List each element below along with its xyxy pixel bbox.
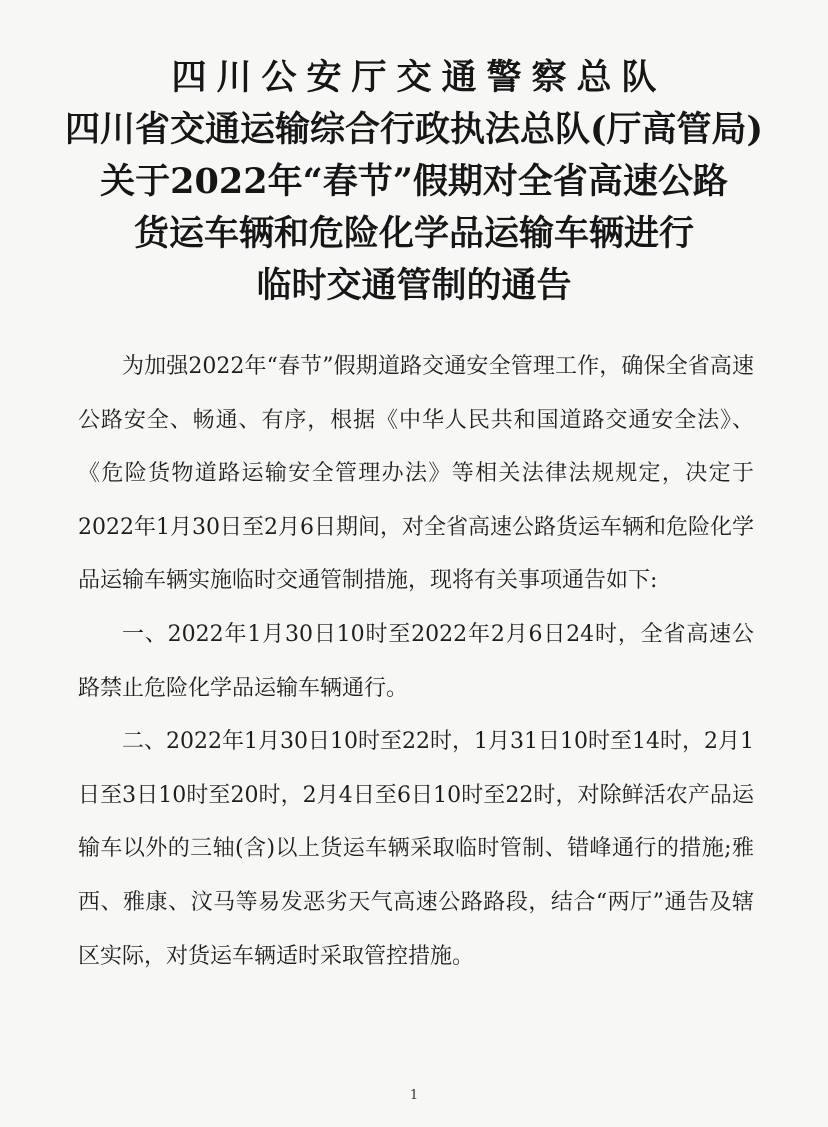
title-line-subject-2: 货运车辆和危险化学品运输车辆进行 [133, 213, 694, 254]
paragraph-intro: 为加强2022年“春节”假期道路交通安全管理工作，确保全省高速公路安全、畅通、有序，根据《中华人民共和国道路交通安全法》、《危险货物道路运输安全管理办法》等相关法律法规规定，决定于2022年1月30日至2月6日期间，对全省高速公路货运车辆和危险化学品运输车辆实施临时交通管制措施，现将有关事项通告如下: [78, 354, 754, 594]
page-number: 1 [409, 1088, 419, 1103]
title-line-issuer-1: 四川公安厅交通警察总队 [171, 57, 667, 98]
title-line-issuer-2: 四川省交通运输综合行政执法总队(厅高管局) [64, 109, 764, 150]
document-body [78, 340, 754, 983]
document-title [40, 52, 788, 312]
title-line-subject-1: 关于2022年“春节”假期对全省高速公路 [100, 161, 728, 202]
paragraph-item-2: 二、2022年1月30日10时至22时，1月31日10时至14时，2月1日至3日10时至20时，2月4日至6日10时至22时，对除鲜活农产品运输车以外的三轴(含)以上货运车辆采取临时管制、错峰通行的措施;雅西、雅康、汶马等易发恶劣天气高速公路路段，结合“两厅”通告及辖区实际，对货运车辆适时采取管控措施。 [78, 729, 754, 969]
paragraph-item-1: 一、2022年1月30日10时至2022年2月6日24时，全省高速公路禁止危险化学品运输车辆通行。 [78, 621, 754, 701]
title-line-subject-3: 临时交通管制的通告 [256, 265, 572, 306]
